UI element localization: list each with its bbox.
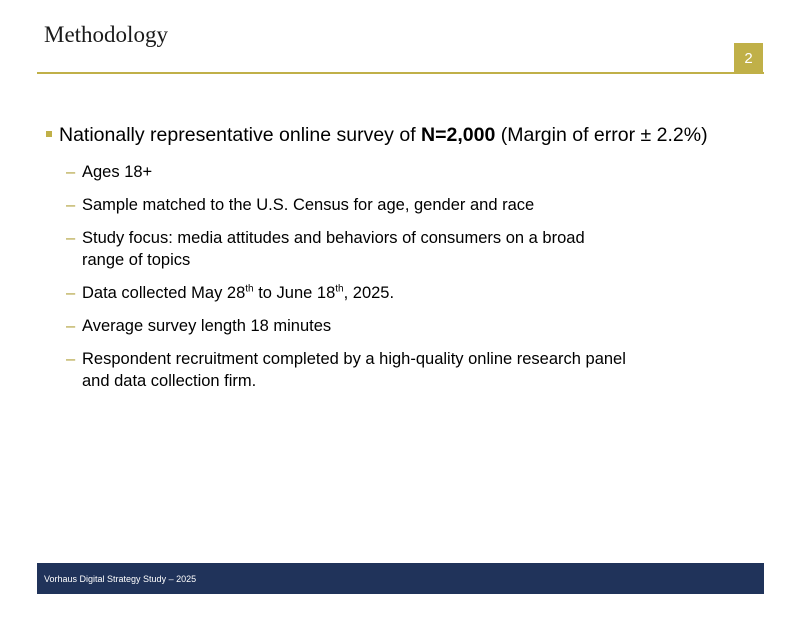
dash-bullet-icon: – <box>66 350 76 368</box>
footer-bar <box>37 563 764 594</box>
sub-bullet-text <box>82 348 706 392</box>
ordinal-suffix: th <box>245 283 254 295</box>
sub-bullet-text: Sample matched to the U.S. Census for age, gender and race <box>82 196 535 214</box>
dash-bullet-icon: – <box>66 284 76 302</box>
page-number-badge: 2 <box>734 43 763 73</box>
footer-text: Vorhaus Digital Strategy Study – 2025 <box>44 574 197 584</box>
title-divider <box>37 72 764 74</box>
sub-bullet-focus <box>66 227 706 271</box>
recruit-line-1: Respondent recruitment completed by a high-quality online research panel <box>82 350 626 368</box>
dash-bullet-icon: – <box>66 196 76 214</box>
focus-line-1: Study focus: media attitudes and behaviors of consumers on a broad <box>82 229 585 247</box>
ordinal-suffix: th <box>335 283 344 295</box>
square-bullet-icon <box>46 131 52 137</box>
slide-title: Methodology <box>44 22 168 47</box>
sample-size: N=2,000 <box>421 124 496 146</box>
dash-bullet-icon: – <box>66 229 76 247</box>
date-part-2: to June 18 <box>253 284 336 302</box>
sub-bullet-text: Ages 18+ <box>82 163 153 181</box>
sub-bullet-data-collected <box>66 282 706 304</box>
date-part-1: Data collected May 28 <box>82 284 246 302</box>
recruit-line-2: and data collection firm. <box>82 372 257 390</box>
dash-bullet-icon: – <box>66 163 76 181</box>
sub-bullet-text <box>82 282 706 304</box>
main-text-before: Nationally representative online survey of <box>59 124 422 146</box>
focus-line-2: range of topics <box>82 251 191 269</box>
sub-bullet-text <box>82 227 706 271</box>
date-part-3: , 2025. <box>343 284 395 302</box>
sub-bullet-text: Average survey length 18 minutes <box>82 317 332 335</box>
main-bullet-text <box>59 124 708 146</box>
sub-bullet-sample <box>66 194 706 216</box>
sub-bullet-ages <box>66 161 706 183</box>
sub-bullet-list <box>66 161 706 403</box>
sub-bullet-length <box>66 315 706 337</box>
dash-bullet-icon: – <box>66 317 76 335</box>
main-bullet-point <box>46 124 708 146</box>
margin-of-error: (Margin of error ± 2.2%) <box>495 124 708 146</box>
sub-bullet-recruitment <box>66 348 706 392</box>
